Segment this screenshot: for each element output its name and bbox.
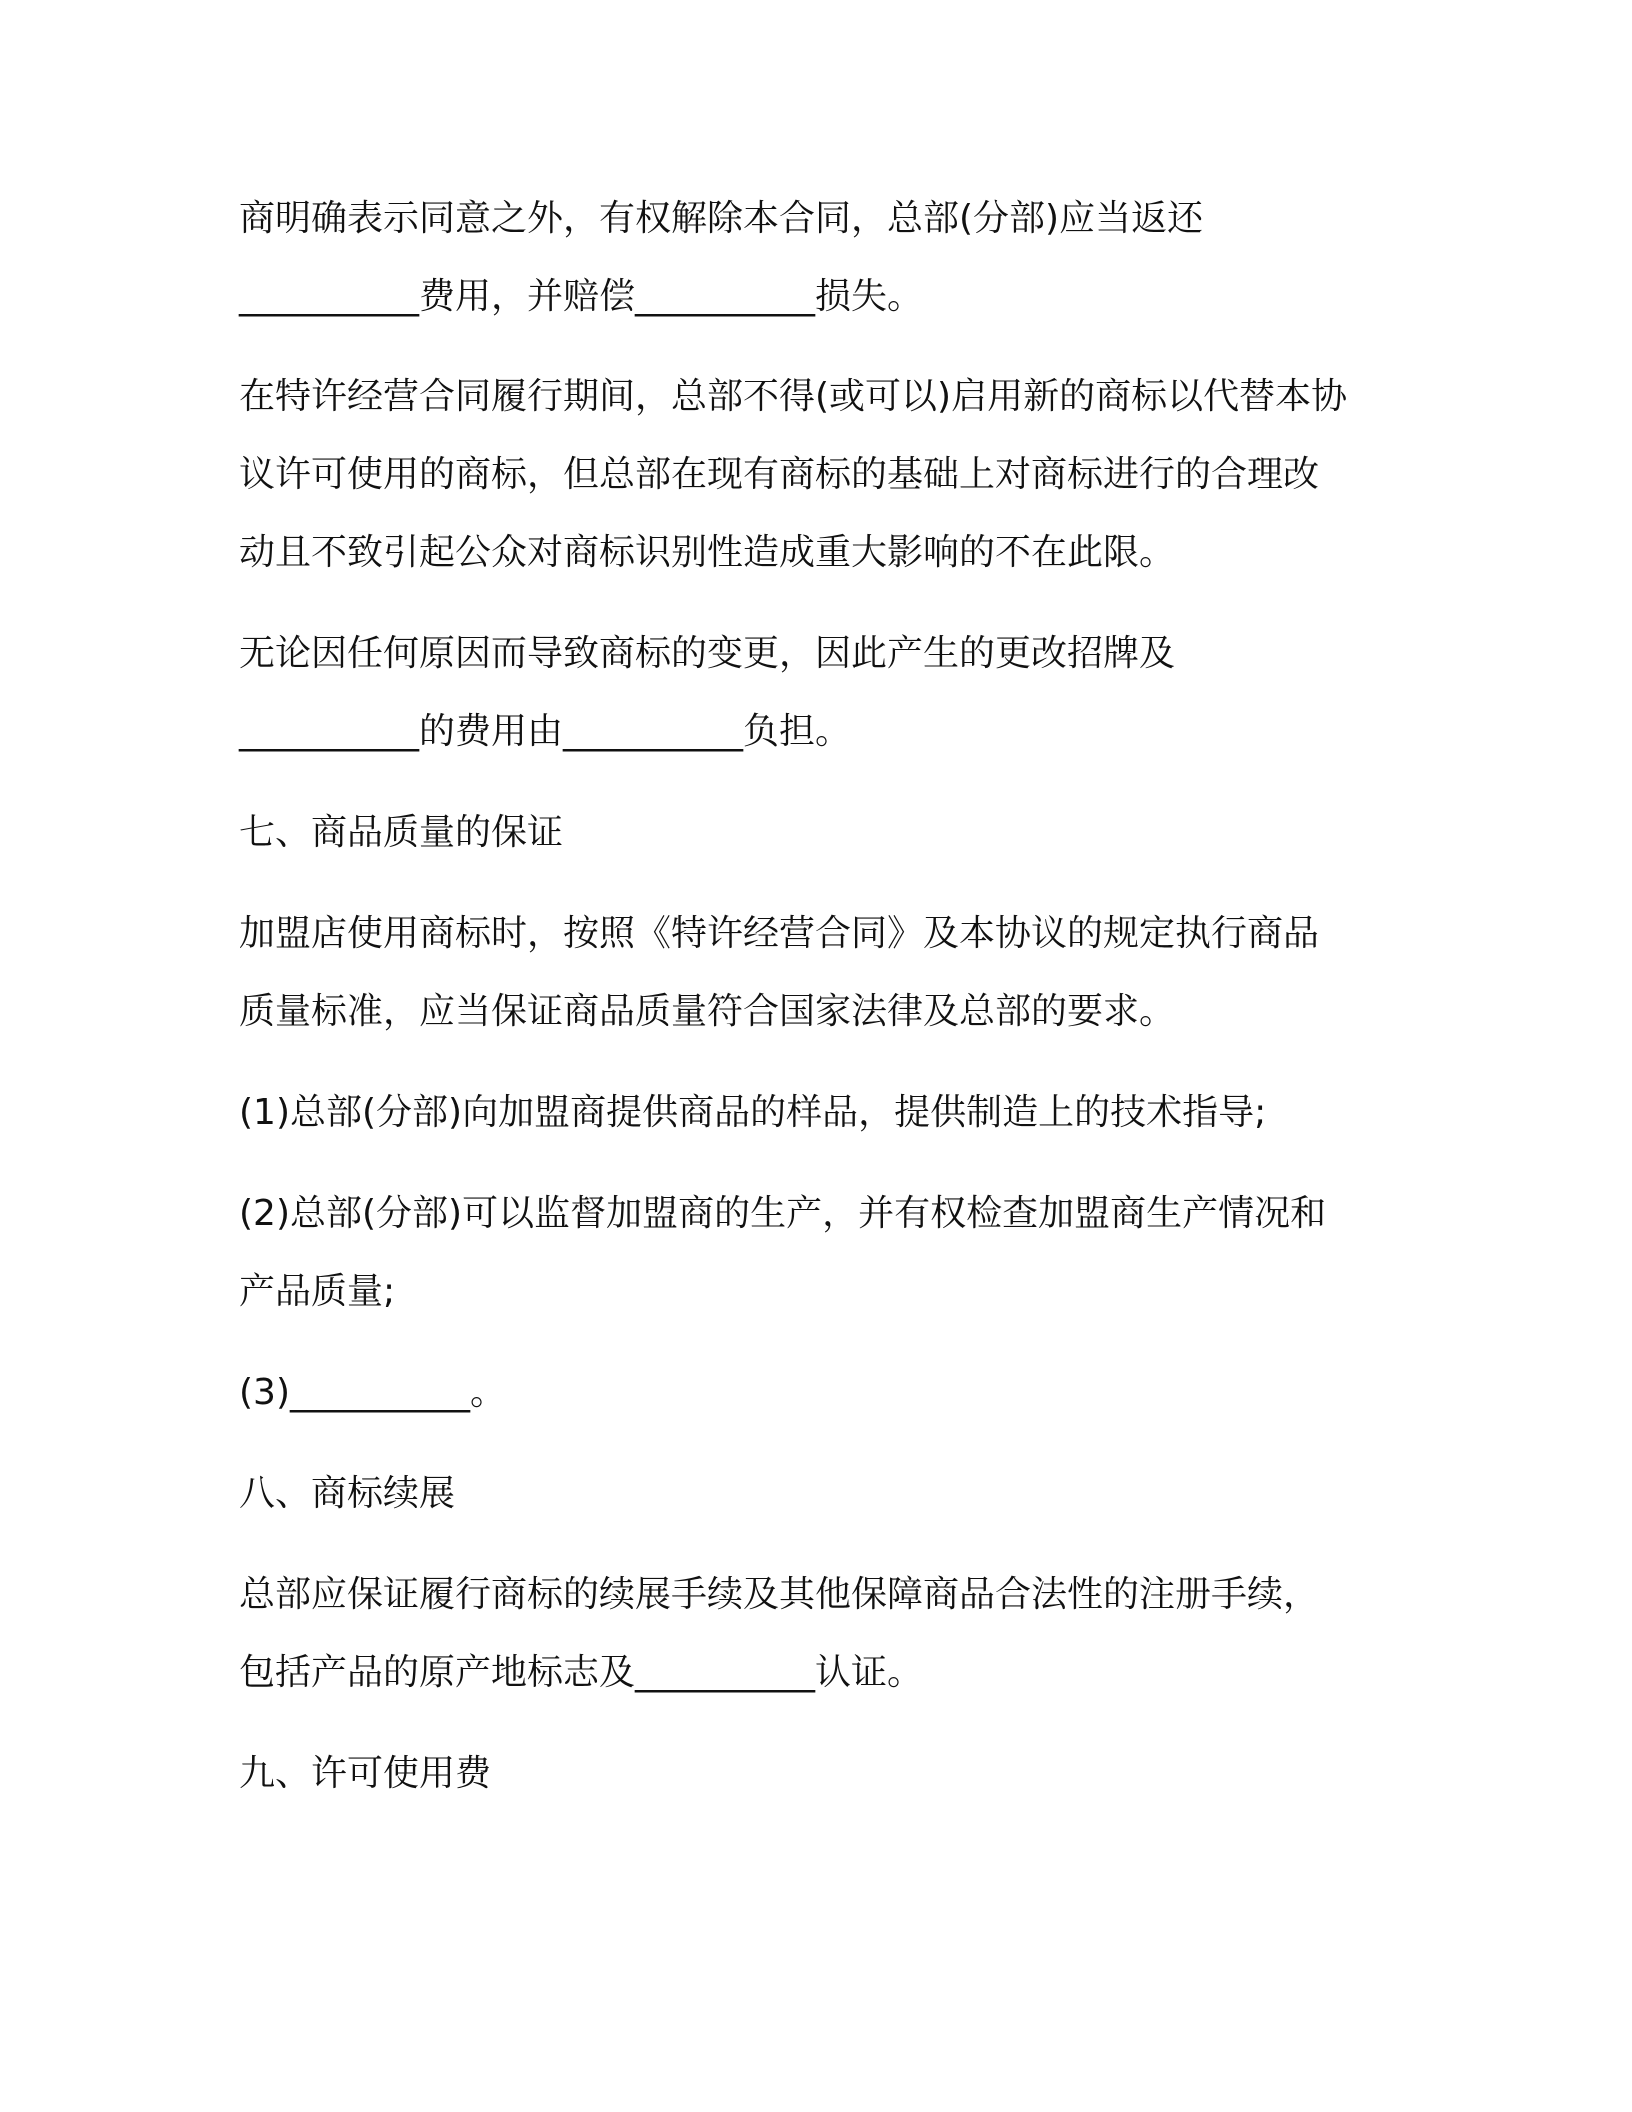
paragraph-line: __________费用，并赔偿__________损失。 <box>239 276 924 317</box>
section-heading: 八、商标续展 <box>239 1473 456 1514</box>
paragraph-line: 质量标准，应当保证商品质量符合国家法律及总部的要求。 <box>239 991 1176 1032</box>
paragraph-line: 包括产品的原产地标志及__________认证。 <box>239 1652 924 1693</box>
section-heading: 九、许可使用费 <box>239 1753 492 1794</box>
paragraph-line: 动且不致引起公众对商标识别性造成重大影响的不在此限。 <box>239 532 1176 573</box>
paragraph-line: __________的费用由__________负担。 <box>239 711 852 752</box>
list-item-continuation: 产品质量; <box>239 1271 396 1312</box>
paragraph-line: 总部应保证履行商标的续展手续及其他保障商品合法性的注册手续， <box>239 1574 1320 1615</box>
paragraph-line: 商明确表示同意之外，有权解除本合同，总部(分部)应当返还 <box>239 198 1204 239</box>
list-item: (1)总部(分部)向加盟商提供商品的样品，提供制造上的技术指导; <box>239 1092 1267 1133</box>
section-heading: 七、商品质量的保证 <box>239 812 564 853</box>
paragraph-line: 加盟店使用商标时，按照《特许经营合同》及本协议的规定执行商品 <box>239 913 1320 954</box>
paragraph-line: 在特许经营合同履行期间，总部不得(或可以)启用新的商标以代替本协 <box>239 376 1348 417</box>
list-item: (3)__________。 <box>239 1372 506 1413</box>
list-item: (2)总部(分部)可以监督加盟商的生产，并有权检查加盟商生产情况和 <box>239 1193 1327 1234</box>
paragraph-line: 议许可使用的商标，但总部在现有商标的基础上对商标进行的合理改 <box>239 454 1320 495</box>
paragraph-line: 无论因任何原因而导致商标的变更，因此产生的更改招牌及 <box>239 633 1176 674</box>
